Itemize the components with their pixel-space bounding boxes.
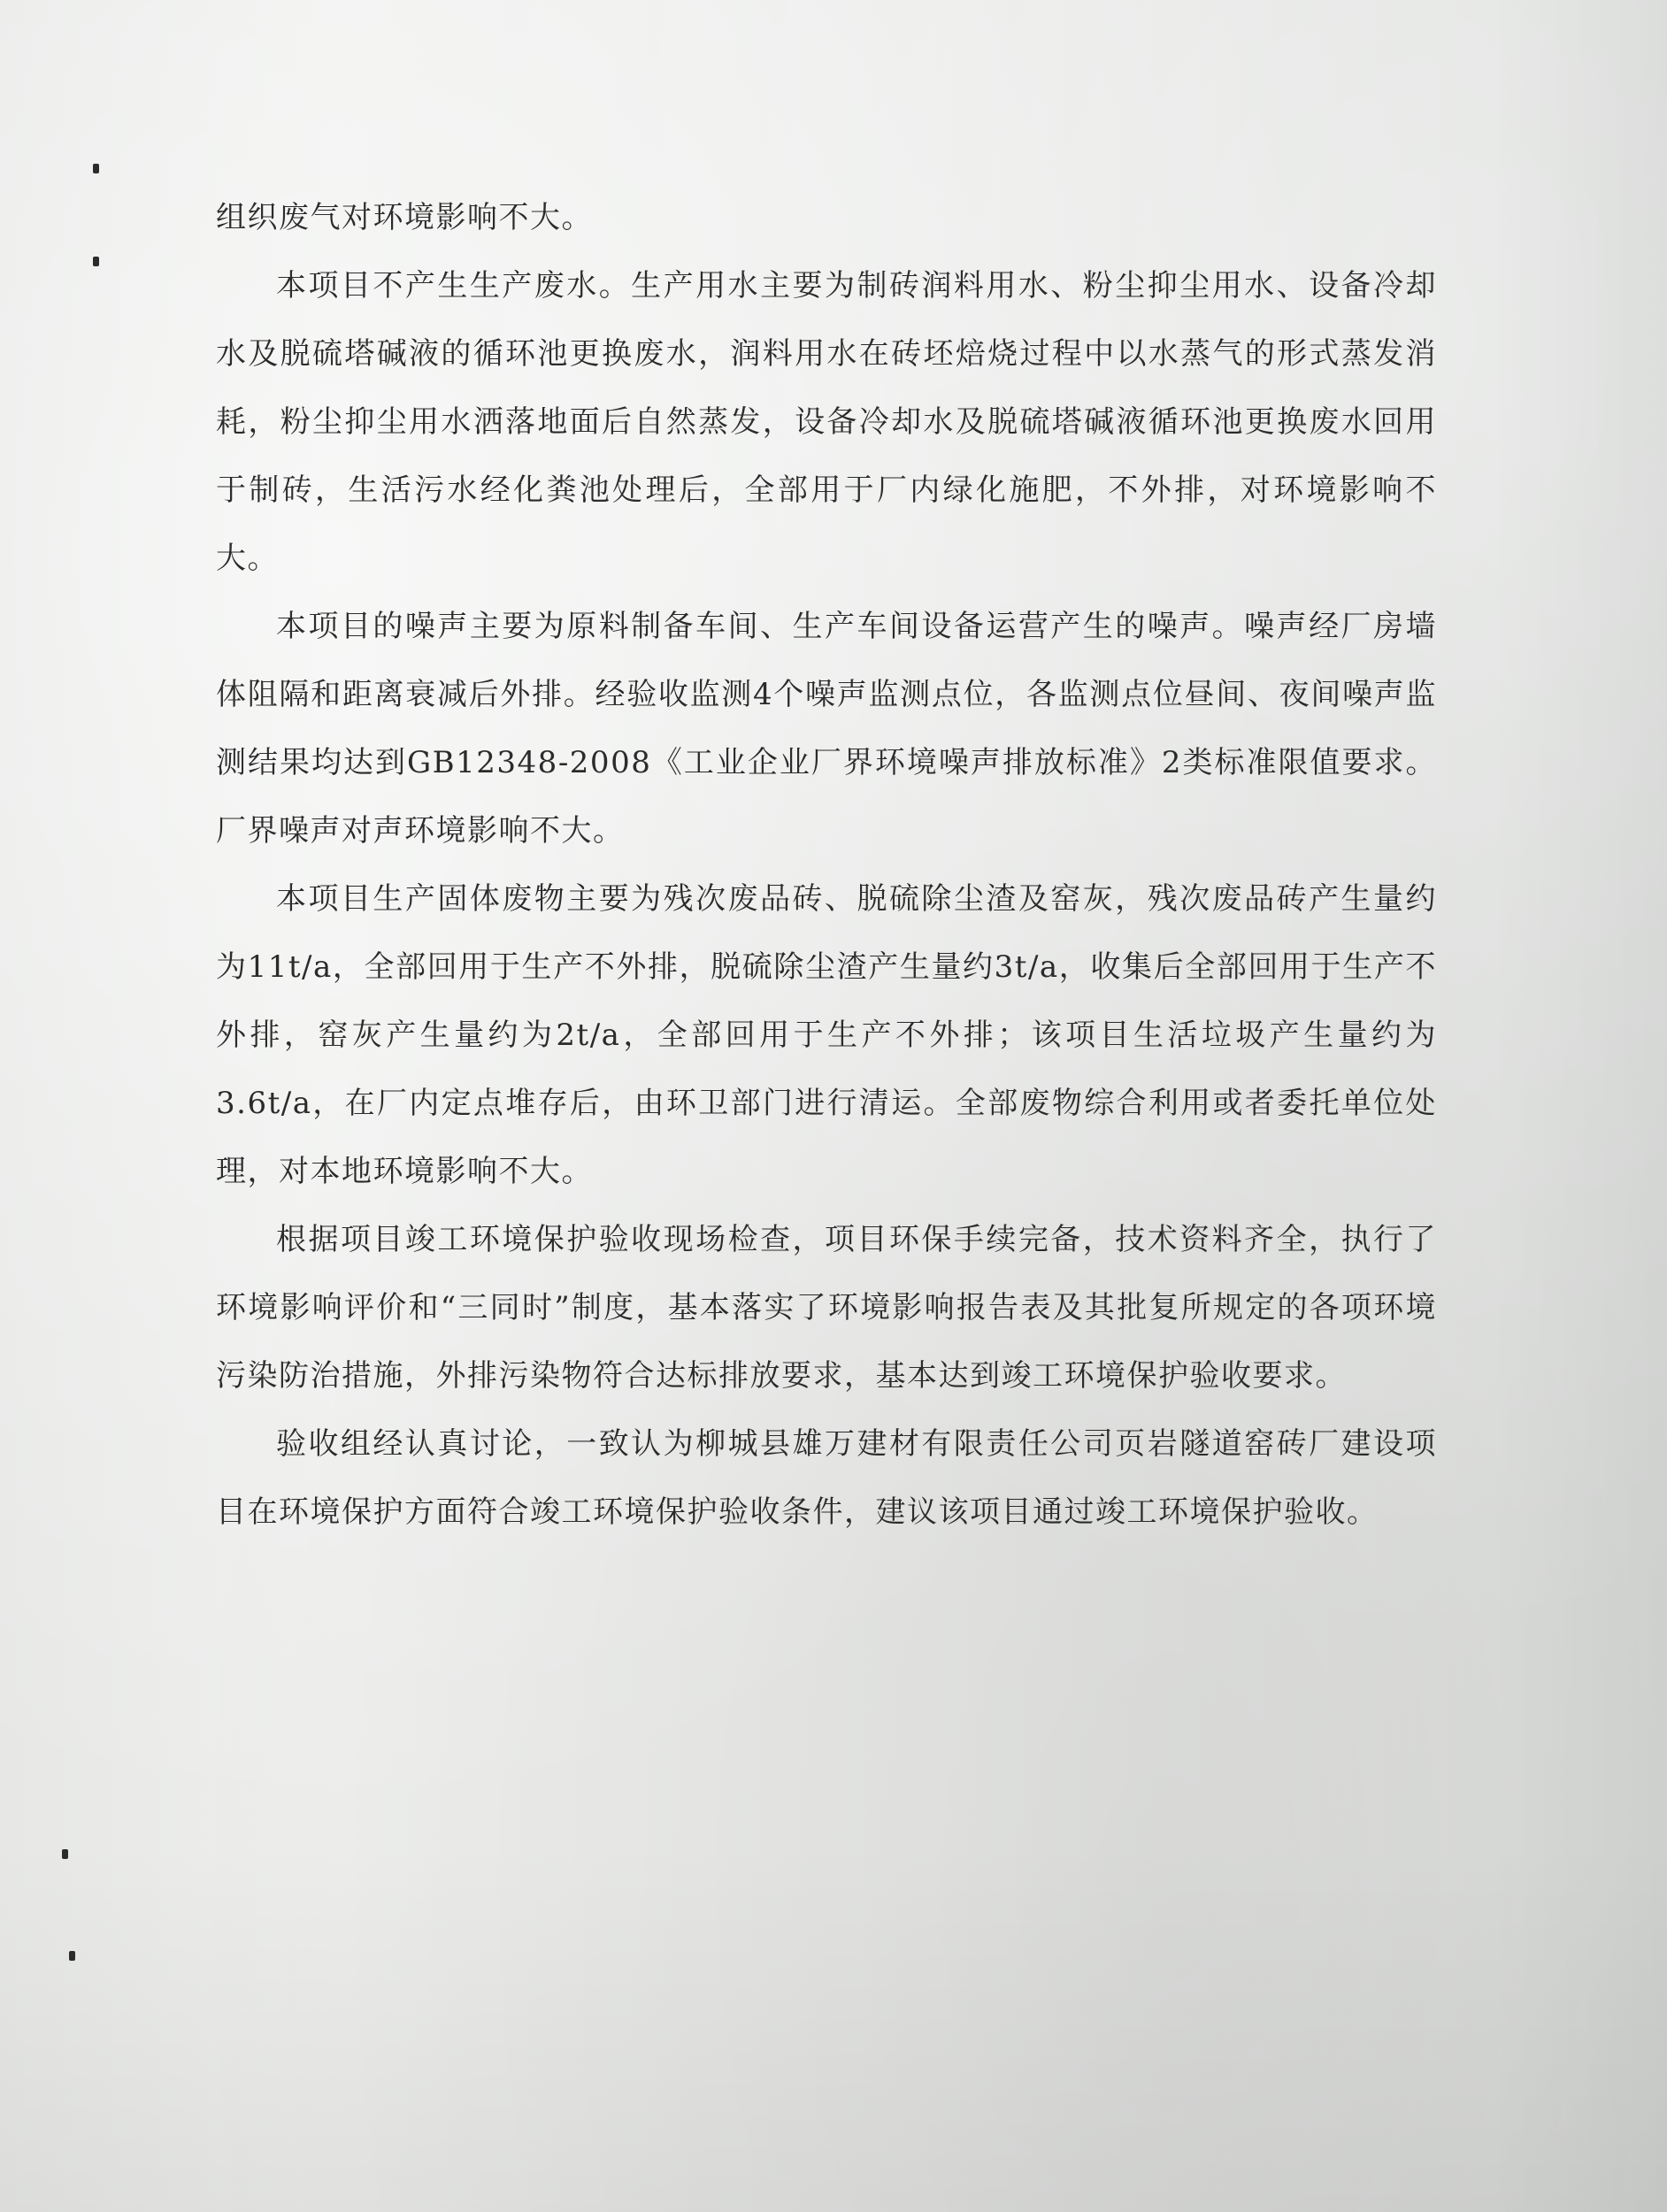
document-body xyxy=(216,184,1437,1547)
paragraph-conclusion: 验收组经认真讨论，一致认为柳城县雄万建材有限责任公司页岩隧道窑砖厂建设项目在环境保护方面符合竣工环境保护验收条件，建议该项目通过竣工环境保护验收。 xyxy=(216,1426,1437,1530)
binding-hole-mark xyxy=(93,164,99,173)
paragraph-noise: 本项目的噪声主要为原料制备车间、生产车间设备运营产生的噪声。噪声经厂房墙体阻隔和距离衰减后外排。经验收监测4个噪声监测点位，各监测点位昼间、夜间噪声监测结果均达到GB12348-2008《工业企业厂界环境噪声排放标准》2类标准限值要求。厂界噪声对声环境影响不大。 xyxy=(216,609,1437,849)
binding-hole-mark xyxy=(93,257,99,266)
binding-hole-mark xyxy=(62,1849,68,1859)
paragraph-continuation: 组织废气对环境影响不大。 xyxy=(216,200,593,235)
paper-shadow-right xyxy=(1490,0,1667,2212)
paragraph-solid-waste: 本项目生产固体废物主要为残次废品砖、脱硫除尘渣及窑灰，残次废品砖产生量约为11t/a，全部回用于生产不外排，脱硫除尘渣产生量约3t/a，收集后全部回用于生产不外排，窑灰产生量约为2t/a，全部回用于生产不外排；该项目生活垃圾产生量约为3.6t/a，在厂内定点堆存后，由环卫部门进行清运。全部废物综合利用或者委托单位处理，对本地环境影响不大。 xyxy=(216,881,1437,1189)
paragraph-wastewater: 本项目不产生生产废水。生产用水主要为制砖润料用水、粉尘抑尘用水、设备冷却水及脱硫塔碱液的循环池更换废水，润料用水在砖坯焙烧过程中以水蒸气的形式蒸发消耗，粉尘抑尘用水洒落地面后自然蒸发，设备冷却水及脱硫塔碱液循环池更换废水回用于制砖，生活污水经化粪池处理后，全部用于厂内绿化施肥，不外排，对环境影响不大。 xyxy=(216,268,1437,576)
binding-hole-mark xyxy=(69,1951,75,1961)
paragraph-inspection: 根据项目竣工环境保护验收现场检查，项目环保手续完备，技术资料齐全，执行了环境影响评价和“三同时”制度，基本落实了环境影响报告表及其批复所规定的各项环境污染防治措施，外排污染物符合达标排放要求，基本达到竣工环境保护验收要求。 xyxy=(216,1222,1437,1394)
paper-shadow-bottom xyxy=(0,1840,1667,2212)
